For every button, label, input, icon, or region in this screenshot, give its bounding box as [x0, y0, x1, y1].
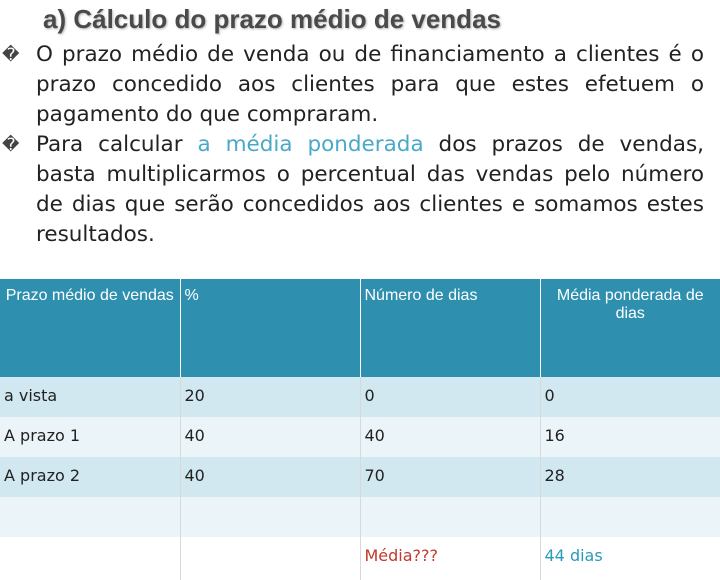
cell: 70: [360, 457, 540, 497]
cell: [0, 537, 180, 580]
cell: 20: [180, 377, 360, 417]
table-footer-row: [0, 537, 720, 580]
cell: [0, 497, 180, 537]
cell: [540, 497, 720, 537]
table-row: [0, 457, 720, 497]
footer-media-label: Média???: [360, 537, 540, 580]
header-media: Média ponderada de dias: [540, 279, 720, 377]
cell: 0: [540, 377, 720, 417]
bullet-item-definition: [2, 40, 704, 130]
cell: 28: [540, 457, 720, 497]
cell: 40: [180, 457, 360, 497]
cell: A prazo 1: [0, 417, 180, 457]
square-bullet-icon: �: [2, 135, 20, 155]
cell: [360, 497, 540, 537]
bullet-list: [0, 40, 720, 250]
cell: 40: [360, 417, 540, 457]
table-row: [0, 417, 720, 457]
cell: [180, 497, 360, 537]
header-dias: Número de dias: [360, 279, 540, 377]
cell: 16: [540, 417, 720, 457]
table-header-row: [0, 279, 720, 377]
header-percent: %: [180, 279, 360, 377]
cell: [180, 537, 360, 580]
bullet-item-calculation: [2, 130, 704, 250]
table-row-spacer: [0, 497, 720, 537]
square-bullet-icon: �: [2, 45, 20, 65]
table-row: [0, 377, 720, 417]
cell: 40: [180, 417, 360, 457]
highlighted-term: a média ponderada: [197, 132, 424, 157]
slide-title: a) Cálculo do prazo médio de vendas: [43, 4, 501, 34]
footer-result: 44 dias: [540, 537, 720, 580]
bullet-text-before: Para calcular: [36, 132, 198, 157]
weighted-average-table: [0, 279, 720, 565]
cell: A prazo 2: [0, 457, 180, 497]
header-prazo: Prazo médio de vendas: [0, 279, 180, 377]
cell: a vista: [0, 377, 180, 417]
bullet-text: O prazo médio de venda ou de financiamento a clientes é o prazo concedido aos clientes para que estes efetuem o pagamento do que compraram.: [36, 42, 704, 127]
bullet-text-after: dos prazos de vendas, basta multiplicarmos o percentual das vendas pelo número de dias que serão concedidos aos clientes e somamos estes resultados.: [36, 132, 704, 247]
cell: 0: [360, 377, 540, 417]
